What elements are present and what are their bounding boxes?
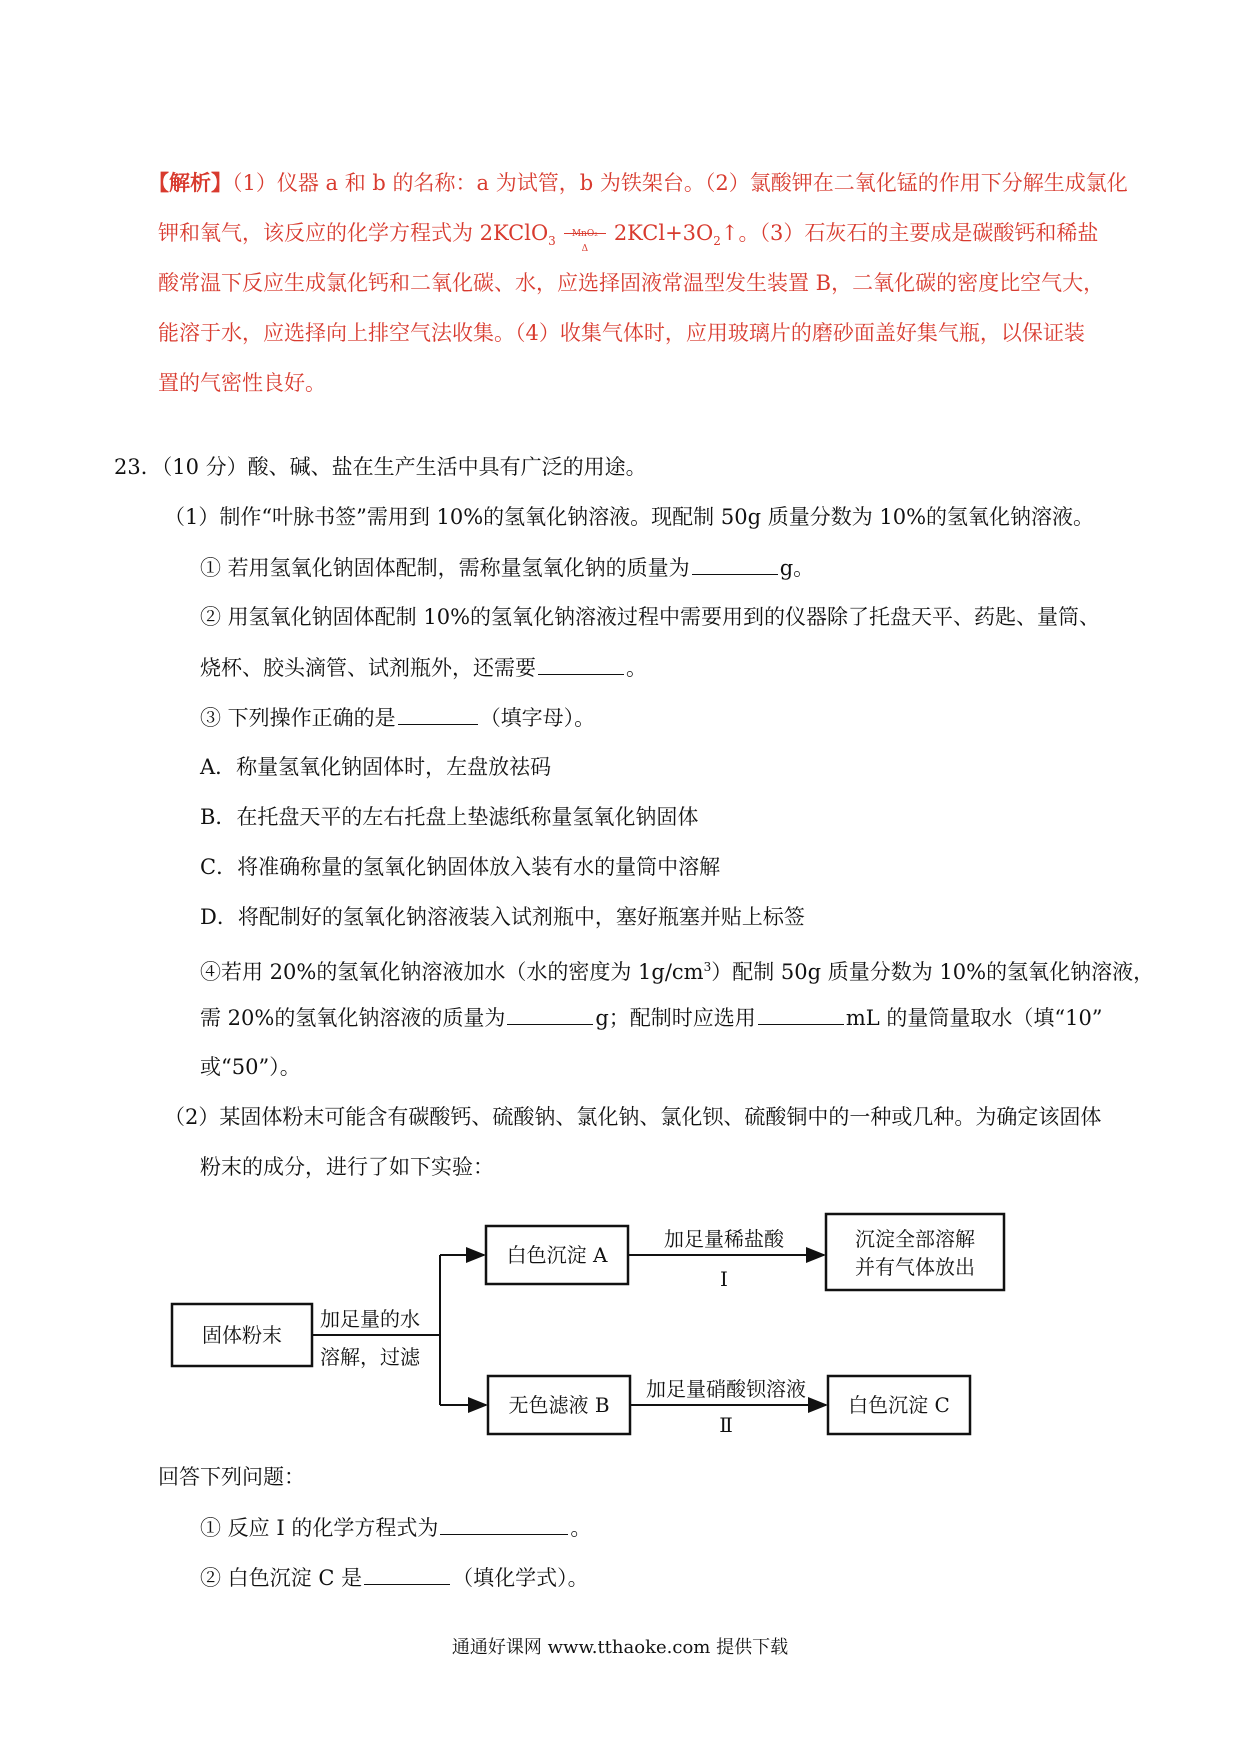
- precipitate-a-label: 白色沉淀 A: [506, 1243, 608, 1267]
- sub-question-2-line-1: ② 用氢氧化钠固体配制 10%的氢氧化钠溶液过程中需要用到的仪器除了托盘天平、药匙、量筒、: [200, 605, 1101, 629]
- experiment-flowchart: [170, 1210, 1020, 1440]
- answer-blank-5[interactable]: [758, 1002, 844, 1025]
- sub-question-3: ③ 下列操作正确的是 （填字母）。: [200, 702, 595, 733]
- analysis-line-3: 酸常温下反应生成氯化钙和二氧化碳、水，应选择固液常温型发生装置 B，二氧化碳的密度比空气大，: [158, 271, 1105, 295]
- analysis-line-2: 钾和氧气，该反应的化学方程式为 2KClO$_3$ MnO₂ Δ $2KCl+3O_2↑$。（3）石灰石的主要成是碳酸钙和稀盐: [158, 221, 1099, 254]
- answer-question-2: ② 白色沉淀 C 是 （填化学式）。: [200, 1562, 589, 1593]
- analysis-line-5: 置的气密性良好。: [158, 371, 326, 395]
- answer-blank-4[interactable]: [507, 1002, 593, 1025]
- page-footer: 通通好课网 www.tthaoke.com 提供下载: [451, 1637, 789, 1658]
- option-b: B．在托盘天平的左右托盘上垫滤纸称量氢氧化钠固体: [200, 805, 699, 829]
- analysis-label: 【解析】: [148, 170, 232, 195]
- step-label-bottom: 溶解，过滤: [320, 1345, 420, 1369]
- filtrate-b-label: 无色滤液 B: [508, 1393, 610, 1417]
- answer-blank-6[interactable]: [440, 1512, 568, 1535]
- result-1-line-1: 沉淀全部溶解: [855, 1227, 975, 1251]
- answer-question-1: ① 反应 I 的化学方程式为 。: [200, 1512, 591, 1543]
- sub-question-2-line-2: 烧杯、胶头滴管、试剂瓶外，还需要 。: [200, 652, 647, 683]
- sub-question-1: ① 若用氢氧化钠固体配制，需称量氢氧化钠的质量为 g。: [200, 552, 814, 583]
- sub-question-4-line-3: 或“50”）。: [200, 1055, 301, 1079]
- part2-line-1: （2）某固体粉末可能含有碳酸钙、硫酸钠、氯化钠、氯化钡、硫酸铜中的一种或几种。为确定该固体: [164, 1105, 1102, 1129]
- reaction-2-numeral: Ⅱ: [719, 1413, 733, 1437]
- reaction-1-numeral: Ⅰ: [720, 1267, 728, 1291]
- answer-blank-3[interactable]: [398, 702, 478, 725]
- answer-blank-1[interactable]: [692, 552, 778, 575]
- reagent-2-label: 加足量硝酸钡溶液: [646, 1377, 806, 1401]
- option-c: C．将准确称量的氢氧化钠固体放入装有水的量筒中溶解: [200, 855, 721, 879]
- reagent-1-label: 加足量稀盐酸: [664, 1227, 784, 1251]
- analysis-line-1: 【解析】（1）仪器 a 和 b 的名称：a 为试管，b 为铁架台。（2）氯酸钾在二氧化锰的作用下分解生成氯化: [148, 170, 1128, 195]
- question-title: 23．（10 分）酸、碱、盐在生产生活中具有广泛的用途。: [114, 455, 647, 479]
- part1-intro: （1）制作“叶脉书签”需用到 10%的氢氧化钠溶液。现配制 50g 质量分数为 10%的氢氧化钠溶液。: [164, 505, 1095, 529]
- precipitate-c-label: 白色沉淀 C: [848, 1393, 950, 1417]
- part2-line-2: 粉末的成分，进行了如下实验：: [200, 1155, 494, 1179]
- result-1-line-2: 并有气体放出: [855, 1255, 975, 1279]
- option-d: D．将配制好的氢氧化钠溶液装入试剂瓶中，塞好瓶塞并贴上标签: [200, 905, 805, 929]
- option-a: A．称量氢氧化钠固体时，左盘放祛码: [200, 755, 552, 779]
- answer-intro: 回答下列问题：: [158, 1465, 305, 1489]
- analysis-line-4: 能溶于水，应选择向上排空气法收集。（4）收集气体时，应用玻璃片的磨砂面盖好集气瓶，以保证装: [158, 321, 1085, 345]
- sub-question-4-line-1: ④若用 20%的氢氧化钠溶液加水（水的密度为 $1g/cm^3$）配制 50g 质量分数为 10%的氢氧化钠溶液，: [200, 960, 1155, 984]
- step-label-top: 加足量的水: [320, 1307, 420, 1331]
- answer-blank-7[interactable]: [364, 1562, 450, 1585]
- sub-question-4-line-2: 需 20%的氢氧化钠溶液的质量为 g；配制时应选用 mL 的量筒量取水（填“10”: [200, 1002, 1103, 1033]
- solid-powder-label: 固体粉末: [202, 1323, 282, 1347]
- reaction-condition: MnO₂ Δ: [562, 221, 608, 249]
- answer-blank-2[interactable]: [538, 652, 624, 675]
